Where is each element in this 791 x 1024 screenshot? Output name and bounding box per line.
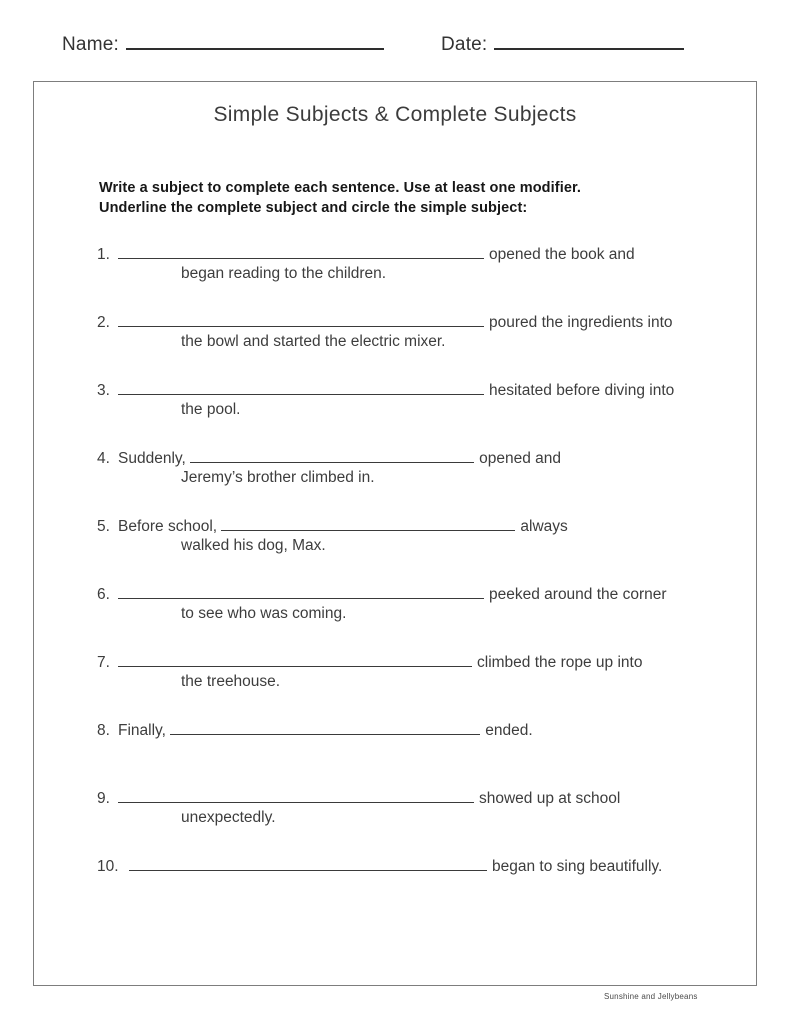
date-label: Date: — [441, 34, 488, 55]
question-prefix-text: Suddenly, — [118, 450, 191, 467]
answer-blank-line[interactable] — [118, 789, 474, 803]
instructions-line-2: Underline the complete subject and circle the simple subject: — [99, 200, 528, 216]
question-suffix-text: climbed the rope up into — [477, 654, 643, 671]
answer-blank-line[interactable] — [118, 313, 484, 327]
question-number: 2. — [97, 314, 110, 331]
question-line-primary — [34, 857, 756, 876]
question-line-continuation: unexpectedly. — [181, 809, 276, 826]
question-number: 8. — [97, 722, 110, 739]
student-info-header — [0, 34, 791, 66]
instructions-line-1: Write a subject to complete each sentence. Use at least one modifier. — [99, 180, 582, 196]
date-input-line[interactable] — [494, 34, 684, 50]
question-suffix-text: always — [520, 518, 568, 535]
question-line-primary — [34, 789, 756, 808]
question-suffix-text: peeked around the corner — [489, 586, 667, 603]
question-line-continuation: Jeremy’s brother climbed in. — [181, 469, 375, 486]
answer-blank-line[interactable] — [170, 721, 480, 735]
date-field-group — [441, 34, 684, 56]
page-title: Simple Subjects & Complete Subjects — [213, 103, 577, 126]
question-suffix-text: opened and — [479, 450, 561, 467]
question-item — [34, 245, 756, 283]
question-line-continuation: the treehouse. — [181, 673, 281, 690]
question-suffix-text: hesitated before diving into — [489, 382, 675, 399]
question-prefix-text: Before school, — [118, 518, 222, 535]
question-item — [34, 517, 756, 555]
answer-blank-line[interactable] — [118, 653, 472, 667]
name-input-line[interactable] — [126, 34, 384, 50]
question-suffix-text: ended. — [485, 722, 533, 739]
question-number: 1. — [97, 246, 110, 263]
question-number: 6. — [97, 586, 110, 603]
answer-blank-line[interactable] — [221, 517, 515, 531]
question-number: 7. — [97, 654, 110, 671]
question-line-continuation: the pool. — [181, 401, 241, 418]
answer-blank-line[interactable] — [118, 381, 484, 395]
question-number: 4. — [97, 450, 110, 467]
answer-blank-line[interactable] — [118, 585, 484, 599]
question-line-primary — [34, 245, 756, 264]
question-item — [34, 789, 756, 827]
footer-credit: Sunshine and Jellybeans — [604, 992, 698, 1001]
question-line-primary — [34, 585, 756, 604]
question-suffix-text: showed up at school — [479, 790, 621, 807]
instructions-block — [99, 178, 581, 218]
question-line-primary — [34, 381, 756, 400]
question-item — [34, 381, 756, 419]
question-line-primary — [34, 653, 756, 672]
worksheet-border-box — [33, 81, 757, 986]
answer-blank-line[interactable] — [190, 449, 474, 463]
question-number: 5. — [97, 518, 110, 535]
question-line-continuation: began reading to the children. — [181, 265, 387, 282]
question-number: 3. — [97, 382, 110, 399]
question-item — [34, 653, 756, 691]
question-suffix-text: began to sing beautifully. — [492, 858, 663, 875]
question-item — [34, 449, 756, 487]
question-prefix-text: Finally, — [118, 722, 171, 739]
answer-blank-line[interactable] — [118, 245, 484, 259]
question-line-primary — [34, 449, 756, 468]
question-item — [34, 313, 756, 351]
question-number: 10. — [97, 858, 119, 875]
question-suffix-text: opened the book and — [489, 246, 635, 263]
name-label: Name: — [62, 34, 119, 55]
question-line-continuation: to see who was coming. — [181, 605, 347, 622]
question-number: 9. — [97, 790, 110, 807]
question-item — [34, 721, 756, 740]
question-line-primary — [34, 721, 756, 740]
question-line-primary — [34, 313, 756, 332]
question-line-continuation: walked his dog, Max. — [181, 537, 326, 554]
question-suffix-text: poured the ingredients into — [489, 314, 673, 331]
answer-blank-line[interactable] — [129, 857, 487, 871]
question-item — [34, 585, 756, 623]
question-line-primary — [34, 517, 756, 536]
question-item — [34, 857, 756, 876]
name-field-group — [62, 34, 384, 56]
question-line-continuation: the bowl and started the electric mixer. — [181, 333, 446, 350]
